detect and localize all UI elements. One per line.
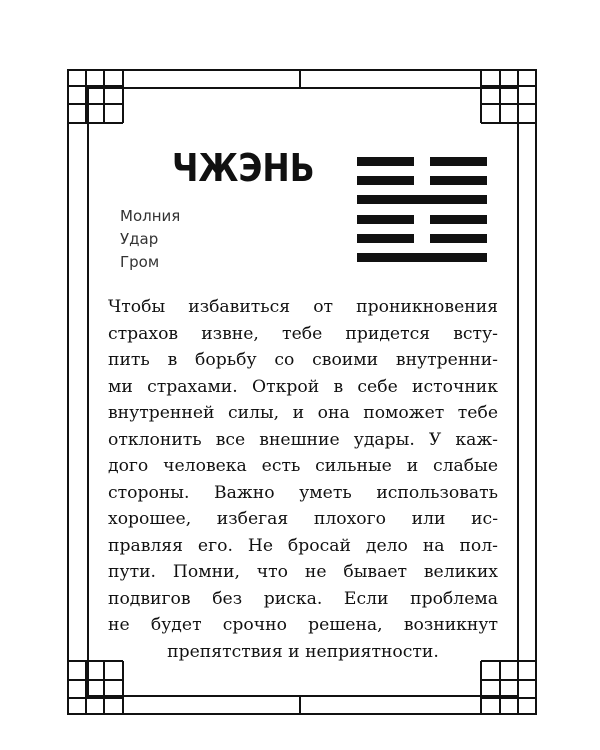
hexagram-line-broken-right bbox=[430, 157, 487, 166]
text-line: пить в борьбу со своими внутренни- bbox=[108, 350, 498, 370]
hexagram-line-broken-left bbox=[357, 234, 414, 243]
hexagram-line-solid bbox=[357, 253, 487, 262]
corner-ornament-top-left bbox=[68, 70, 123, 123]
hexagram-line-broken-right bbox=[430, 176, 487, 185]
corner-ornament-top-right bbox=[481, 70, 536, 123]
hexagram-line-broken-left bbox=[357, 215, 414, 224]
text-line: пути. Помни, что не бывает великих bbox=[108, 562, 498, 582]
thunder-hexagram-icon bbox=[357, 157, 487, 265]
card-description bbox=[108, 294, 498, 665]
text-line: подвигов без риска. Если проблема bbox=[108, 588, 498, 609]
keyword-item: Удар bbox=[120, 230, 159, 248]
text-line: не будет срочно решена, возникнут bbox=[108, 615, 498, 635]
text-line: стороны. Важно уметь использовать bbox=[108, 482, 498, 503]
text-line: ми страхами. Открой в себе источник bbox=[108, 376, 498, 397]
hexagram-line-broken-right bbox=[430, 234, 487, 243]
hexagram-line-broken-left bbox=[357, 157, 414, 166]
text-line: правляя его. Не бросай дело на пол- bbox=[108, 535, 498, 556]
text-line: препятствия и неприятности. bbox=[167, 641, 439, 662]
text-line: хорошее, избегая плохого или ис- bbox=[108, 509, 498, 529]
hexagram-line-broken-right bbox=[430, 215, 487, 224]
keywords-list bbox=[120, 205, 180, 274]
text-line: дого человека есть сильные и слабые bbox=[108, 456, 498, 476]
hexagram-line-solid bbox=[357, 195, 487, 204]
hexagram-line-broken-left bbox=[357, 176, 414, 185]
text-line: отклонить все внешние удары. У каж- bbox=[108, 429, 498, 450]
card-title: ЧЖЭНЬ bbox=[172, 146, 315, 190]
text-line: внутренней силы, и она поможет тебе bbox=[108, 403, 498, 423]
text-line: Чтобы избавиться от проникновения bbox=[108, 297, 498, 317]
corner-ornament-bottom-left bbox=[68, 661, 123, 714]
text-line: страхов извне, тебе придется всту- bbox=[108, 323, 498, 344]
corner-ornament-bottom-right bbox=[481, 661, 536, 714]
keyword-item: Молния bbox=[120, 207, 181, 225]
keyword-item: Гром bbox=[120, 253, 160, 271]
